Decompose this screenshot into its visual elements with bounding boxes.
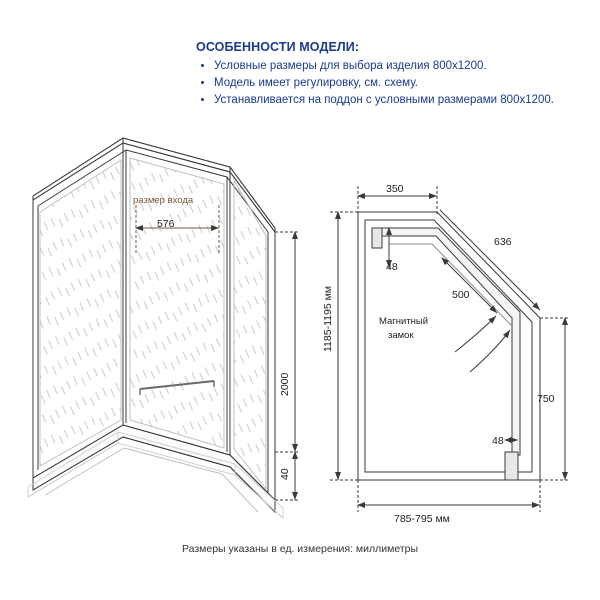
list-item: • Устанавливается на поддон с условными размерами 800х1200.	[214, 92, 586, 108]
entrance-label: размер входа	[133, 195, 194, 206]
dim-750: 750	[537, 393, 555, 405]
dim-350: 350	[386, 183, 404, 195]
dim-48-top: 48	[386, 261, 398, 273]
entrance-value: 576	[157, 218, 175, 230]
magnetic-lock-label-line1: Магнитный	[379, 316, 429, 327]
height-total: 2000	[279, 372, 291, 396]
footnote: Размеры указаны в ед. измерения: миллиметры	[181, 543, 419, 555]
dim-bottom: 785-795 мм	[394, 513, 450, 525]
right-plan-view	[330, 186, 570, 512]
dim-636: 636	[494, 236, 512, 248]
list-item: • Условные размеры для выбора изделия 800х1200.	[214, 58, 586, 74]
height-base: 40	[279, 468, 291, 480]
dim-500: 500	[452, 289, 470, 301]
list-item: • Модель имеет регулировку, см. схему.	[214, 75, 586, 91]
dim-left: 1185-1195 мм	[322, 285, 334, 352]
features-title: ОСОБЕННОСТИ МОДЕЛИ:	[196, 40, 360, 54]
magnetic-lock-label-line2: замок	[388, 330, 414, 341]
dim-48-bottom: 48	[492, 435, 504, 447]
